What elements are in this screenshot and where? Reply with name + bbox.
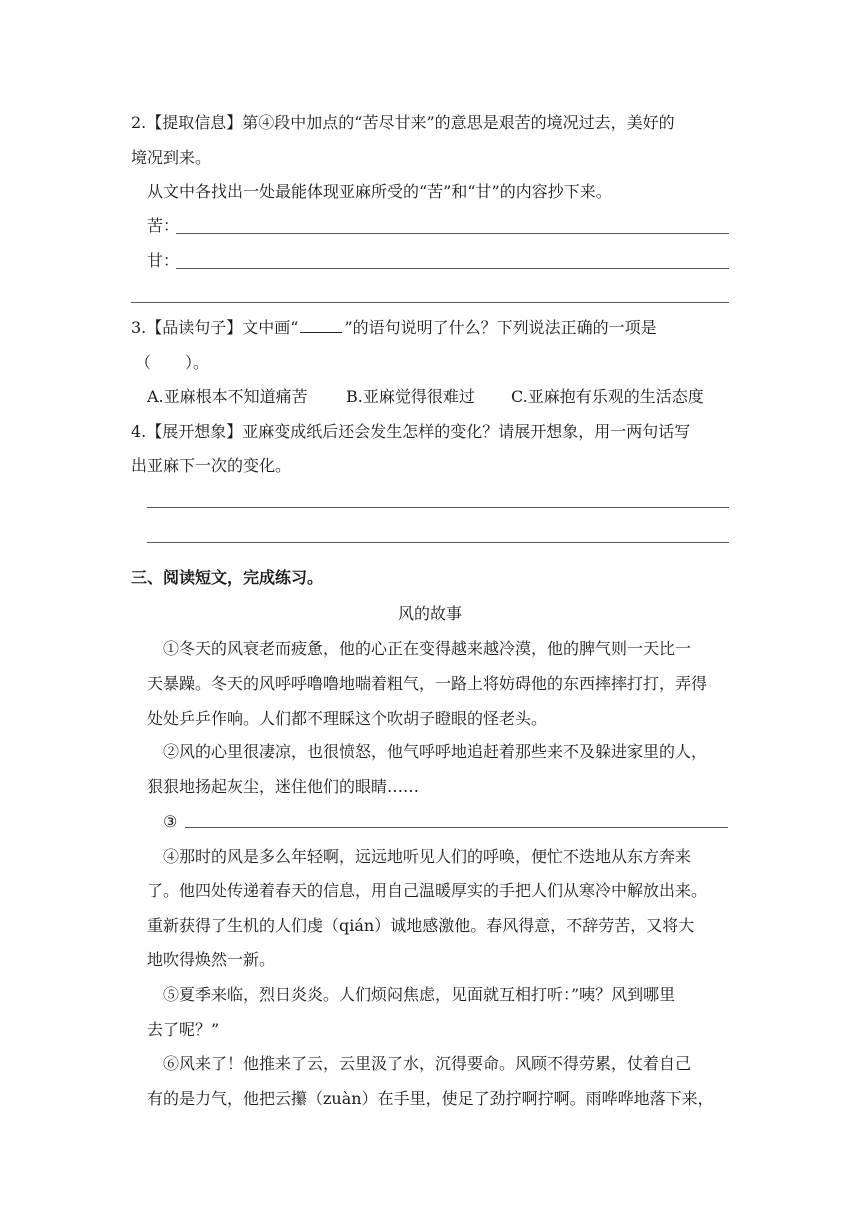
p6-line1: ⑥风来了！他推来了云，云里汲了水，沉得要命。风顾不得劳累，仗着自己 [163, 1054, 692, 1073]
p2-line1: ②风的心里很凄凉，也很愤怒，他气呼呼地追赶着那些来不及躲进家里的人， [163, 742, 708, 761]
p1-line1: ①冬天的风衰老而疲惫，他的心正在变得越来越冷漠，他的脾气则一天比一 [163, 639, 692, 658]
q3-paren-close: ）。 [185, 353, 210, 372]
q4-stem-line1: 4.【展开想象】亚麻变成纸后还会发生怎样的变化？请展开想象，用一两句话写 [131, 422, 691, 441]
q2-ku-label: 苦： [147, 216, 180, 235]
q2-gan-answer-line[interactable] [176, 268, 729, 269]
section3-heading: 三、阅读短文，完成练习。 [131, 568, 324, 587]
q4-stem-line2: 出亚麻下一次的变化。 [131, 456, 292, 475]
p5-line1: ⑤夏季来临，烈日炎炎。人们烦闷焦虑，见面就互相打听：”咦？风到哪里 [163, 985, 676, 1004]
q2-stem-line2: 境况到来。 [131, 148, 212, 167]
p5-line2: 去了呢？” [147, 1020, 220, 1039]
q3-underline-mark [300, 318, 342, 333]
q2-gan-label: 甘： [147, 251, 180, 270]
q2-ku-answer-line[interactable] [176, 233, 729, 234]
p4-line3: 重新获得了生机的人们虔（qián）诚地感激他。春风得意，不辞劳苦，又将大 [147, 916, 695, 935]
q3-stem-after: ”的语句说明了什么？下列说法正确的一项是 [344, 318, 657, 337]
q2-extra-answer-line[interactable] [131, 302, 729, 303]
p4-line2: 了。他四处传递着春天的信息，用自己温暖厚实的手把人们从寒冷中解放出来。 [147, 881, 708, 900]
p4-line4: 地吹得焕然一新。 [147, 950, 276, 969]
q3-option-a: A.亚麻根本不知道痛苦 [147, 387, 308, 406]
p3-number: ③ [163, 812, 178, 831]
passage-title: 风的故事 [397, 604, 462, 623]
q2-stem-line1: 2.【提取信息】第④段中加点的“苦尽甘来”的意思是艰苦的境况过去，美好的 [131, 113, 675, 132]
p1-line3: 处处乒乒作响。人们都不理睬这个吹胡子瞪眼的怪老头。 [147, 709, 548, 728]
q2-instruction: 从文中各找出一处最能体现亚麻所受的“苦”和“甘”的内容抄下来。 [147, 182, 612, 201]
q4-answer-line-2[interactable] [147, 542, 729, 543]
p2-line2: 狠狠地扬起灰尘，迷住他们的眼睛…… [147, 777, 420, 796]
p6-line2: 有的是力气，他把云攥（zuàn）在手里，使足了劲拧啊拧啊。雨哗哗地落下来， [147, 1089, 714, 1108]
q3-paren-open: （ [135, 353, 152, 372]
q3-stem-before: 3.【品读句子】文中画“ [131, 318, 299, 337]
p4-line1: ④那时的风是多么年轻啊，远远地听见人们的呼唤，便忙不迭地从东方奔来 [163, 847, 692, 866]
p1-line2: 天暴躁。冬天的风呼呼噜噜地喘着粗气，一路上将妨碍他的东西摔摔打打，弄得 [147, 674, 708, 693]
q3-answer-paren[interactable] [135, 353, 209, 373]
q3-stem-line1 [131, 318, 657, 338]
q3-option-b: B.亚麻觉得很难过 [346, 387, 475, 406]
q3-option-c: C.亚麻抱有乐观的生活态度 [511, 387, 704, 406]
q4-answer-line-1[interactable] [147, 507, 729, 508]
p3-fill-in-line[interactable] [185, 827, 728, 828]
